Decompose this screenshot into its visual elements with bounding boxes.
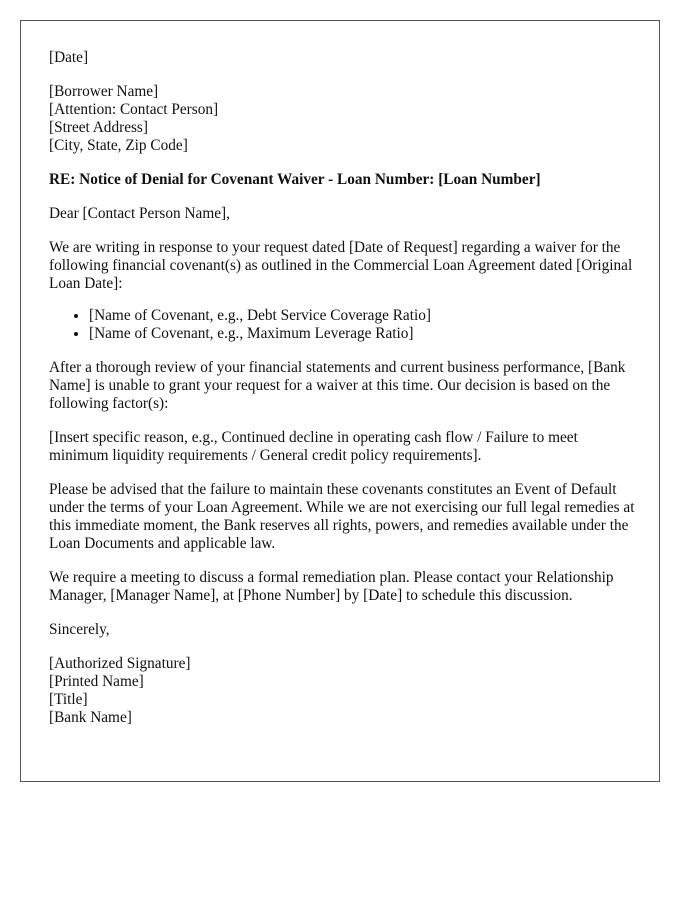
intro-block xyxy=(49,239,639,293)
printed-name: [Printed Name] xyxy=(49,673,144,690)
signer-title: [Title] xyxy=(49,691,88,708)
bank-name: [Bank Name] xyxy=(49,709,132,726)
closing-block xyxy=(49,621,639,639)
recipient-city-state-zip: [City, State, Zip Code] xyxy=(49,137,188,154)
recipient-address xyxy=(49,83,639,155)
authorized-signature: [Authorized Signature] xyxy=(49,655,191,672)
signature-block xyxy=(49,655,639,727)
covenant-list xyxy=(49,307,639,343)
default-block xyxy=(49,481,639,553)
letter-date: [Date] xyxy=(49,49,89,66)
covenant-item: • [Name of Covenant, e.g., Debt Service Coverage Ratio] xyxy=(89,307,639,325)
covenant-item: • [Name of Covenant, e.g., Maximum Leverage Ratio] xyxy=(89,325,639,343)
subject-block xyxy=(49,171,639,189)
meeting-block xyxy=(49,569,639,605)
letter-body xyxy=(49,49,639,743)
closing: Sincerely, xyxy=(49,621,110,638)
letter-page xyxy=(20,20,660,782)
review-paragraph: After a thorough review of your financial statements and current business performance, [Bank Name] is unable to grant your request for a waiver at this time. Our decision is based on the following factor(s): xyxy=(49,359,626,412)
salutation-block xyxy=(49,205,639,223)
reason-paragraph: [Insert specific reason, e.g., Continued decline in operating cash flow / Failure to meet minimum liquidity requirements / General credit policy requirements]. xyxy=(49,429,578,464)
recipient-street: [Street Address] xyxy=(49,119,148,136)
subject-line: RE: Notice of Denial for Covenant Waiver - Loan Number: [Loan Number] xyxy=(49,171,541,188)
meeting-paragraph: We require a meeting to discuss a formal remediation plan. Please contact your Relationship Manager, [Manager Name], at [Phone Number] by [Date] to schedule this discussion. xyxy=(49,569,614,604)
intro-paragraph: We are writing in response to your request dated [Date of Request] regarding a waiver for the following financial covenant(s) as outlined in the Commercial Loan Agreement dated [Original Loan Date]: xyxy=(49,239,633,292)
date-block xyxy=(49,49,639,67)
salutation: Dear [Contact Person Name], xyxy=(49,205,230,222)
reason-block xyxy=(49,429,639,465)
recipient-attention: [Attention: Contact Person] xyxy=(49,101,219,118)
review-block xyxy=(49,359,639,413)
recipient-name: [Borrower Name] xyxy=(49,83,159,100)
default-paragraph: Please be advised that the failure to maintain these covenants constitutes an Event of Default under the terms of your Loan Agreement. While we are not exercising our full legal remedies at this immediate moment, the Bank reserves all rights, powers, and remedies available under the Loan Documents and applicable law. xyxy=(49,481,635,552)
